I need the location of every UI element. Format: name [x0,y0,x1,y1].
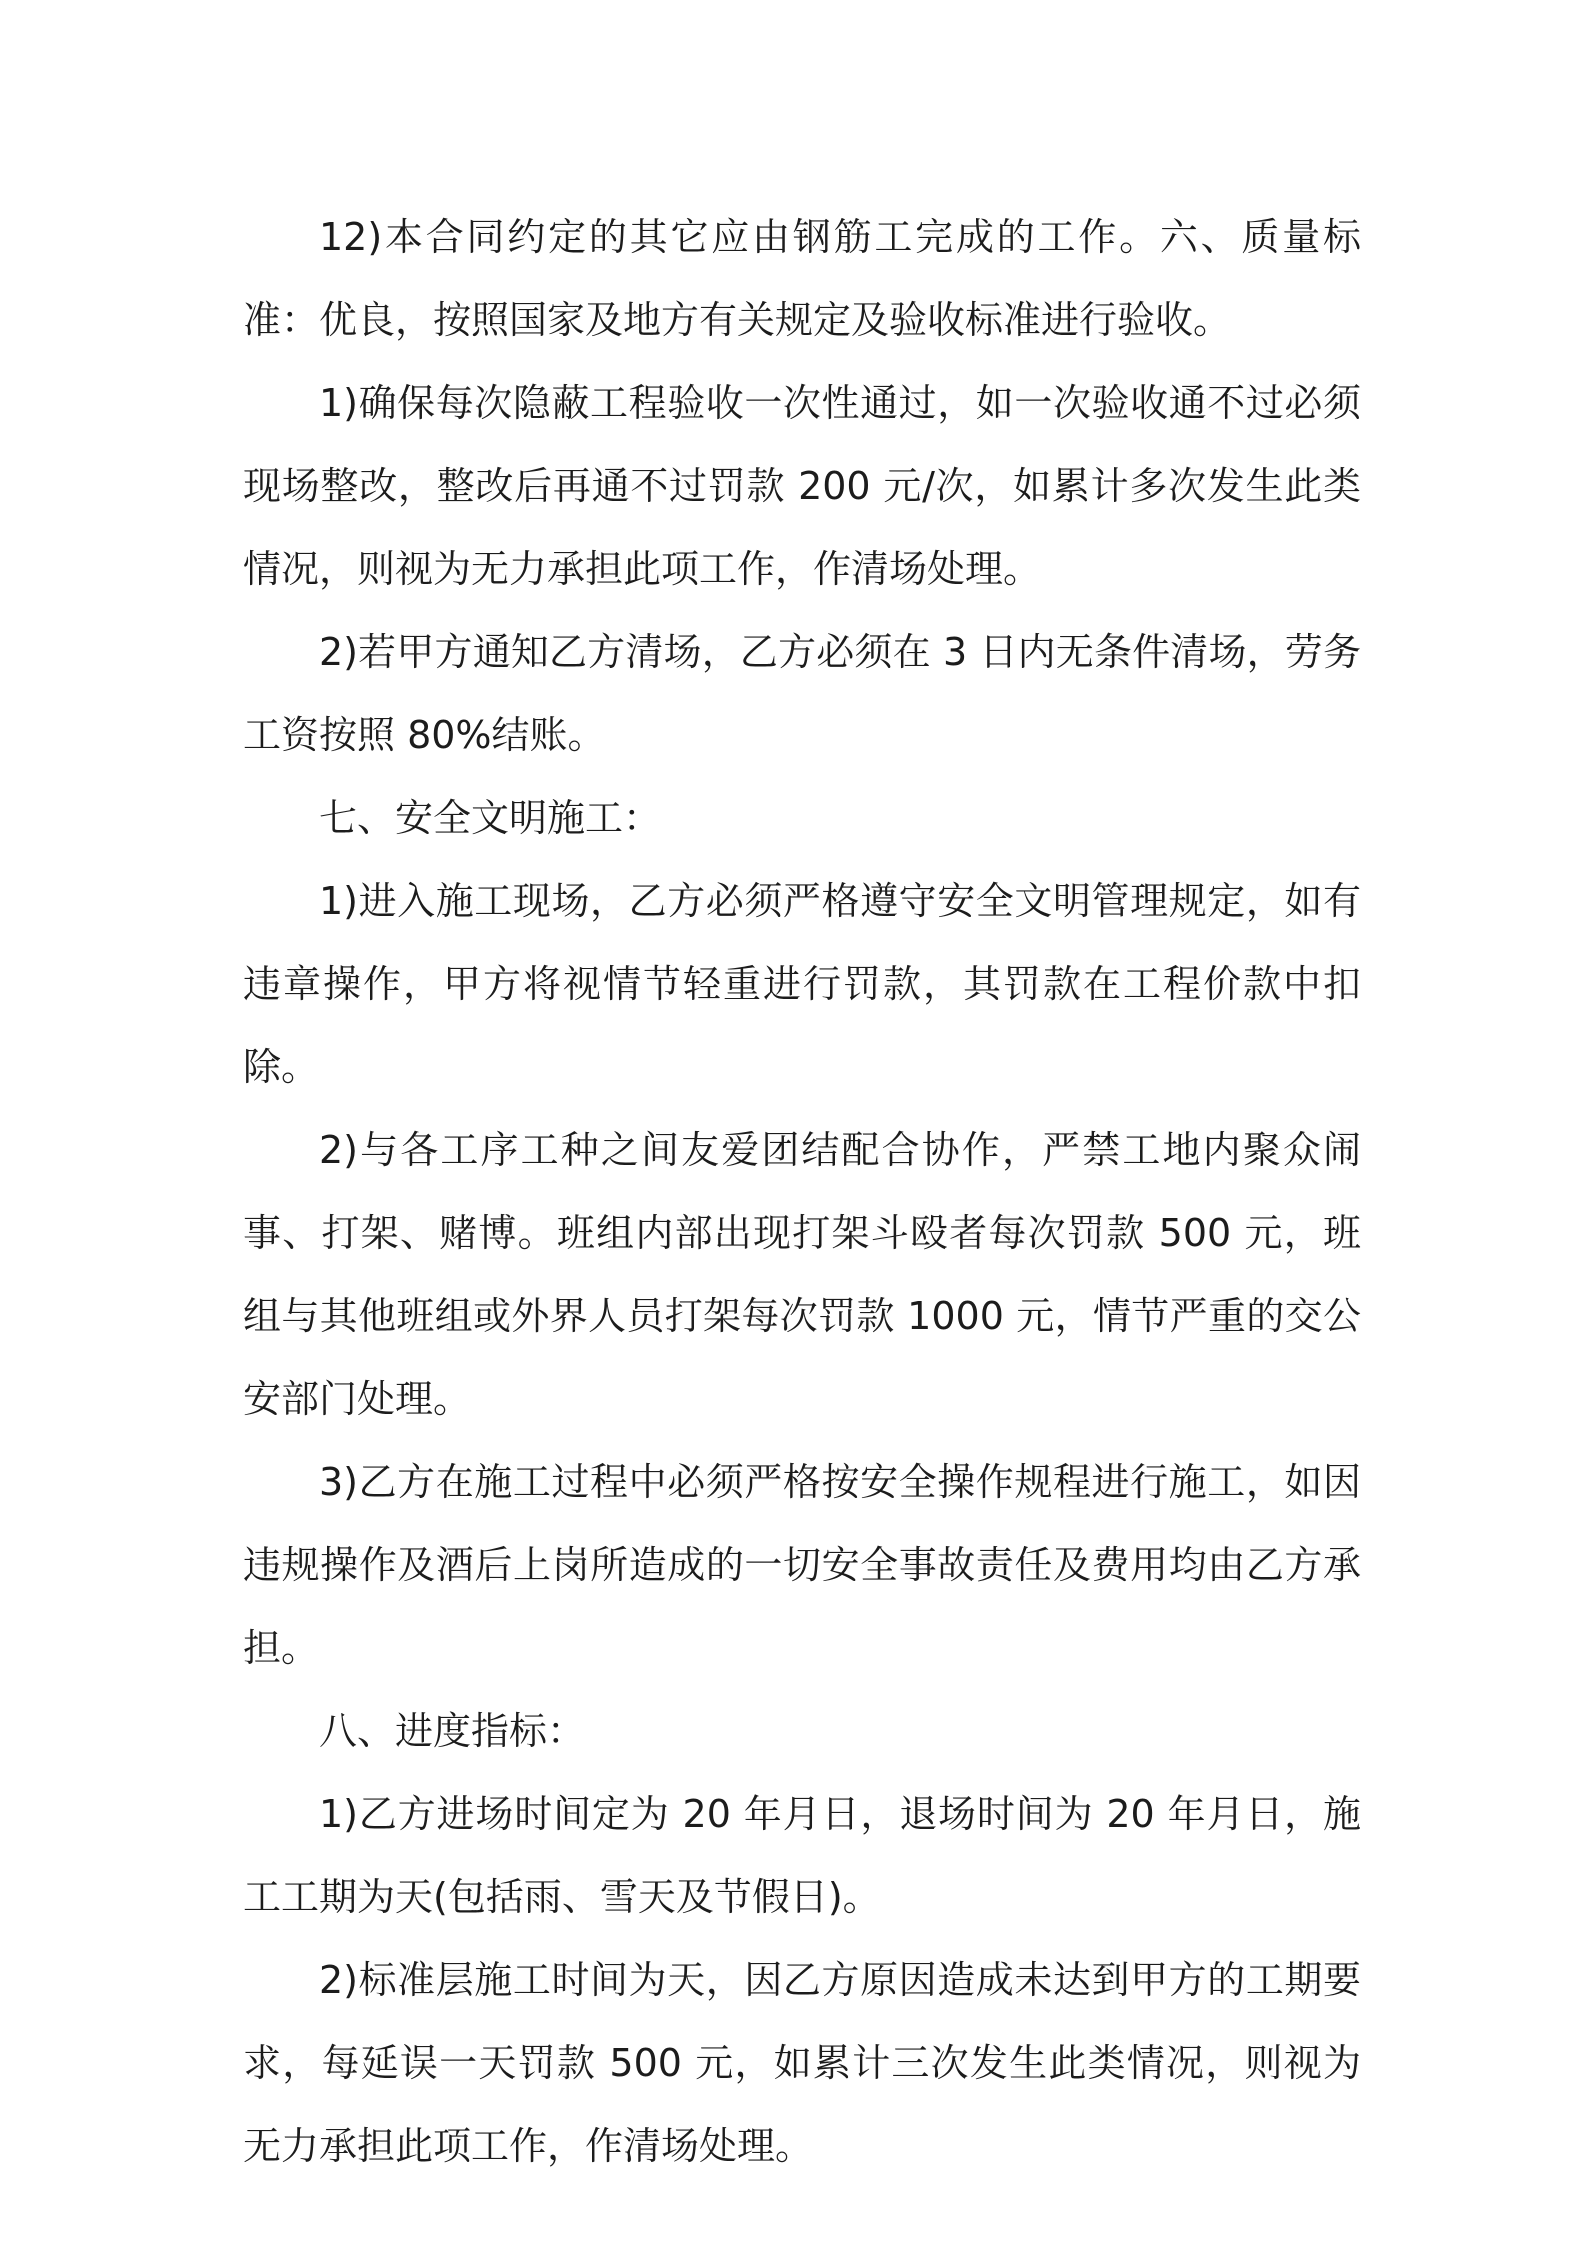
paragraph-team-cooperation: 2)与各工序工种之间友爱团结配合协作，严禁工地内聚众闹事、打架、赌博。班组内部出现打架斗殴者每次罚款 500 元，班组与其他班组或外界人员打架每次罚款 1000 元，情节严重的交公安部门处理。 [243,1128,1361,1421]
section-heading-progress: 八、进度指标： [319,1709,586,1753]
paragraph-site-clearance: 2)若甲方通知乙方清场，乙方必须在 3 日内无条件清场，劳务工资按照 80%结账。 [243,630,1361,757]
paragraph-safety-rules: 1)进入施工现场，乙方必须严格遵守安全文明管理规定，如有违章操作，甲方将视情节轻重进行罚款，其罚款在工程价款中扣除。 [243,879,1361,1089]
section-heading-safety: 七、安全文明施工： [319,796,662,840]
paragraph-safety-operation: 3)乙方在施工过程中必须严格按安全操作规程进行施工，如因违规操作及酒后上岗所造成的一切安全事故责任及费用均由乙方承担。 [243,1460,1361,1670]
document-body [243,196,1361,2188]
paragraph-standard-floor-time: 2)标准层施工时间为天，因乙方原因造成未达到甲方的工期要求，每延误一天罚款 500 元，如累计三次发生此类情况，则视为无力承担此项工作，作清场处理。 [243,1958,1361,2168]
paragraph-hidden-works-inspection: 1)确保每次隐蔽工程验收一次性通过，如一次验收通不过必须现场整改，整改后再通不过罚款 200 元/次，如累计多次发生此类情况，则视为无力承担此项工作，作清场处理。 [243,381,1361,591]
paragraph-entry-exit-time: 1)乙方进场时间定为 20 年月日，退场时间为 20 年月日，施工工期为天(包括雨、雪天及节假日)。 [243,1792,1361,1919]
paragraph-item-12-quality-standard: 12)本合同约定的其它应由钢筋工完成的工作。六、质量标准：优良，按照国家及地方有关规定及验收标准进行验收。 [243,215,1361,342]
